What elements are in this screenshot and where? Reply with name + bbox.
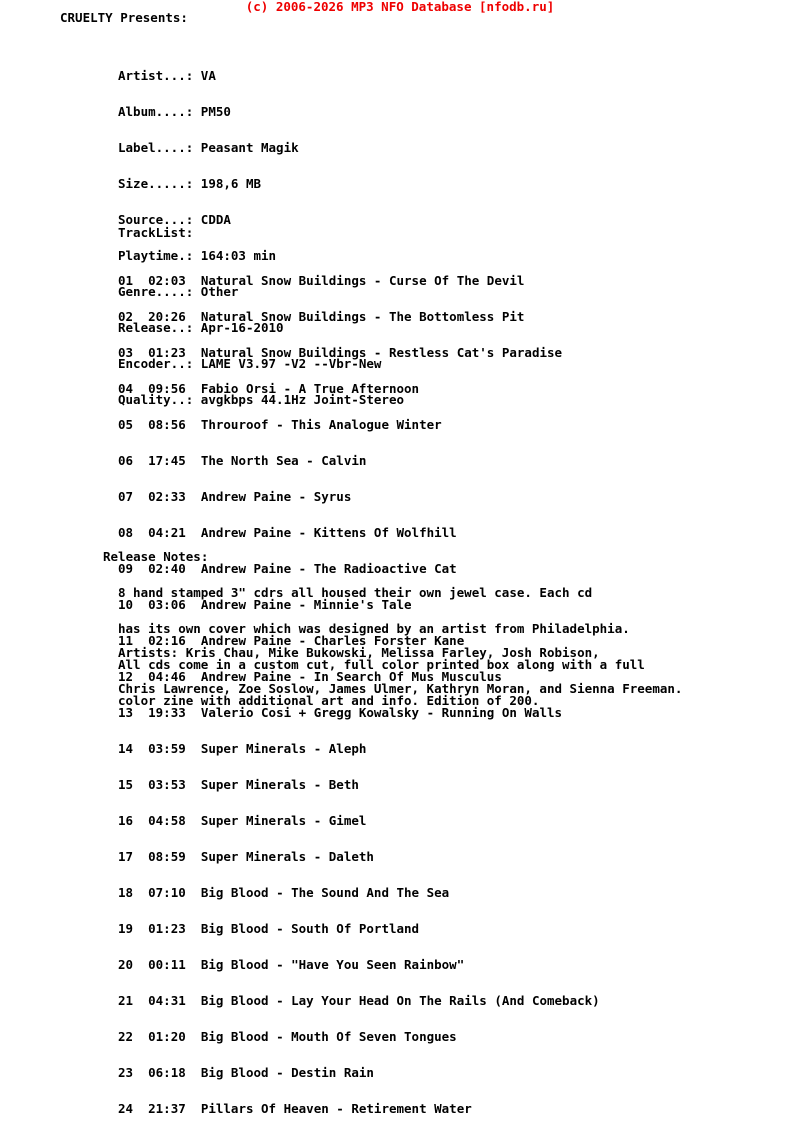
- track-title: Andrew Paine - Syrus: [200, 489, 352, 504]
- metadata-value-label: Peasant Magik: [200, 140, 299, 155]
- track-number: 14: [118, 741, 134, 756]
- track-row: [118, 419, 600, 431]
- metadata-value-encoder: LAME V3.97 -V2 --Vbr-New: [200, 356, 382, 371]
- track-number: 11: [118, 633, 134, 648]
- track-number: 01: [118, 273, 134, 288]
- track-number: 12: [118, 669, 134, 684]
- track-time: 20:26: [148, 309, 186, 324]
- track-time: 01:20: [148, 1029, 186, 1044]
- track-number: 17: [118, 849, 134, 864]
- track-time: 04:21: [148, 525, 186, 540]
- track-time: 02:33: [148, 489, 186, 504]
- track-title: Natural Snow Buildings - Curse Of The Devil: [200, 273, 525, 288]
- track-row: [118, 455, 600, 467]
- track-row: [118, 347, 600, 359]
- artists-credits-line: Artists: Kris Chau, Mike Bukowski, Melissa Farley, Josh Robison,: [118, 645, 600, 660]
- track-title: Andrew Paine - Kittens Of Wolfhill: [200, 525, 457, 540]
- track-title: Fabio Orsi - A True Afternoon: [200, 381, 420, 396]
- track-time: 19:33: [148, 705, 186, 720]
- track-number: 03: [118, 345, 134, 360]
- track-title: Andrew Paine - Charles Forster Kane: [200, 633, 465, 648]
- track-row: [118, 527, 600, 539]
- track-title: Throuroof - This Analogue Winter: [200, 417, 442, 432]
- track-number: 02: [118, 309, 134, 324]
- track-number: 18: [118, 885, 134, 900]
- artists-credits-line: Chris Lawrence, Zoe Soslow, James Ulmer, Kathryn Moran, and Sienna Freeman.: [118, 681, 683, 696]
- metadata-label-source: Source...:: [118, 212, 194, 227]
- track-title: Andrew Paine - In Search Of Mus Musculus: [200, 669, 502, 684]
- track-time: 07:10: [148, 885, 186, 900]
- track-time: 17:45: [148, 453, 186, 468]
- track-time: 08:56: [148, 417, 186, 432]
- artists-credits-block: [118, 623, 682, 719]
- metadata-value-size: 198,6 MB: [200, 176, 262, 191]
- track-time: 01:23: [148, 345, 186, 360]
- metadata-value-quality: avgkbps 44.1Hz Joint-Stereo: [200, 392, 404, 407]
- metadata-label-release: Release..:: [118, 320, 194, 335]
- track-time: 03:59: [148, 741, 186, 756]
- track-row: [118, 743, 600, 755]
- track-title: Pillars Of Heaven - Retirement Water: [200, 1101, 472, 1116]
- track-row: [118, 995, 600, 1007]
- track-time: 01:23: [148, 921, 186, 936]
- metadata-value-release: Apr-16-2010: [200, 320, 284, 335]
- metadata-label-encoder: Encoder..:: [118, 356, 194, 371]
- metadata-label-size: Size.....:: [118, 176, 194, 191]
- track-title: Andrew Paine - The Radioactive Cat: [200, 561, 457, 576]
- track-row: [118, 815, 600, 827]
- track-time: 04:58: [148, 813, 186, 828]
- track-title: Andrew Paine - Minnie's Tale: [200, 597, 412, 612]
- track-number: 08: [118, 525, 134, 540]
- track-title: Super Minerals - Daleth: [200, 849, 374, 864]
- metadata-value-genre: Other: [200, 284, 239, 299]
- track-title: Natural Snow Buildings - Restless Cat's Paradise: [200, 345, 563, 360]
- tracklist-heading: TrackList:: [118, 225, 194, 240]
- track-number: 22: [118, 1029, 134, 1044]
- track-row: [118, 851, 600, 863]
- track-row: [118, 383, 600, 395]
- release-notes-line: All cds come in a custom cut, full color printed box along with a full: [118, 657, 645, 672]
- release-notes-line: color zine with additional art and info. Edition of 200.: [118, 693, 540, 708]
- track-row: [118, 923, 600, 935]
- track-title: Big Blood - Lay Your Head On The Rails (And Comeback): [200, 993, 600, 1008]
- track-number: 24: [118, 1101, 134, 1116]
- track-number: 20: [118, 957, 134, 972]
- track-number: 04: [118, 381, 134, 396]
- release-group-presents-line: CRUELTY Presents:: [60, 10, 188, 25]
- track-row: [118, 311, 600, 323]
- track-title: Big Blood - The Sound And The Sea: [200, 885, 450, 900]
- track-time: 06:18: [148, 1065, 186, 1080]
- track-time: 08:59: [148, 849, 186, 864]
- metadata-label-genre: Genre....:: [118, 284, 194, 299]
- track-row: [118, 887, 600, 899]
- track-number: 23: [118, 1065, 134, 1080]
- track-time: 04:46: [148, 669, 186, 684]
- track-number: 19: [118, 921, 134, 936]
- track-title: Big Blood - Destin Rain: [200, 1065, 374, 1080]
- track-time: 00:11: [148, 957, 186, 972]
- track-row: [118, 1067, 600, 1079]
- track-title: The North Sea - Calvin: [200, 453, 367, 468]
- track-title: Natural Snow Buildings - The Bottomless Pit: [200, 309, 525, 324]
- metadata-row: [118, 142, 404, 154]
- track-time: 03:53: [148, 777, 186, 792]
- track-number: 15: [118, 777, 134, 792]
- track-row: [118, 1031, 600, 1043]
- metadata-label-label: Label....:: [118, 140, 194, 155]
- track-number: 05: [118, 417, 134, 432]
- track-title: Valerio Cosi + Gregg Kowalsky - Running On Walls: [200, 705, 563, 720]
- track-row: [118, 491, 600, 503]
- track-time: 21:37: [148, 1101, 186, 1116]
- track-number: 07: [118, 489, 134, 504]
- track-title: Big Blood - "Have You Seen Rainbow": [200, 957, 465, 972]
- metadata-row: [118, 178, 404, 190]
- track-row: [118, 275, 600, 287]
- track-time: 02:40: [148, 561, 186, 576]
- metadata-value-artist: VA: [200, 68, 216, 83]
- track-time: 04:31: [148, 993, 186, 1008]
- track-time: 09:56: [148, 381, 186, 396]
- track-row: [118, 1103, 600, 1115]
- track-title: Super Minerals - Beth: [200, 777, 359, 792]
- track-time: 03:06: [148, 597, 186, 612]
- metadata-label-artist: Artist...:: [118, 68, 194, 83]
- release-notes-line: has its own cover which was designed by an artist from Philadelphia.: [118, 621, 630, 636]
- track-time: 02:16: [148, 633, 186, 648]
- nfo-database-header: (c) 2006-2026 MP3 NFO Database [nfodb.ru]: [245, 0, 555, 14]
- metadata-label-album: Album....:: [118, 104, 194, 119]
- track-row: [118, 959, 600, 971]
- metadata-value-source: CDDA: [200, 212, 231, 227]
- track-title: Big Blood - South Of Portland: [200, 921, 420, 936]
- track-row: [118, 779, 600, 791]
- track-time: 02:03: [148, 273, 186, 288]
- track-title: Super Minerals - Gimel: [200, 813, 367, 828]
- track-title: Super Minerals - Aleph: [200, 741, 367, 756]
- metadata-row: [118, 106, 404, 118]
- track-number: 13: [118, 705, 134, 720]
- track-number: 21: [118, 993, 134, 1008]
- metadata-label-quality: Quality..:: [118, 392, 194, 407]
- metadata-value-playtime: 164:03 min: [200, 248, 277, 263]
- track-number: 09: [118, 561, 134, 576]
- release-notes-line: 8 hand stamped 3" cdrs all housed their own jewel case. Each cd: [118, 585, 593, 600]
- track-number: 16: [118, 813, 134, 828]
- release-notes-heading: Release Notes:: [103, 549, 209, 564]
- metadata-label-playtime: Playtime.:: [118, 248, 194, 263]
- track-number: 06: [118, 453, 134, 468]
- track-title: Big Blood - Mouth Of Seven Tongues: [200, 1029, 457, 1044]
- metadata-row: [118, 70, 404, 82]
- track-number: 10: [118, 597, 134, 612]
- metadata-value-album: PM50: [200, 104, 231, 119]
